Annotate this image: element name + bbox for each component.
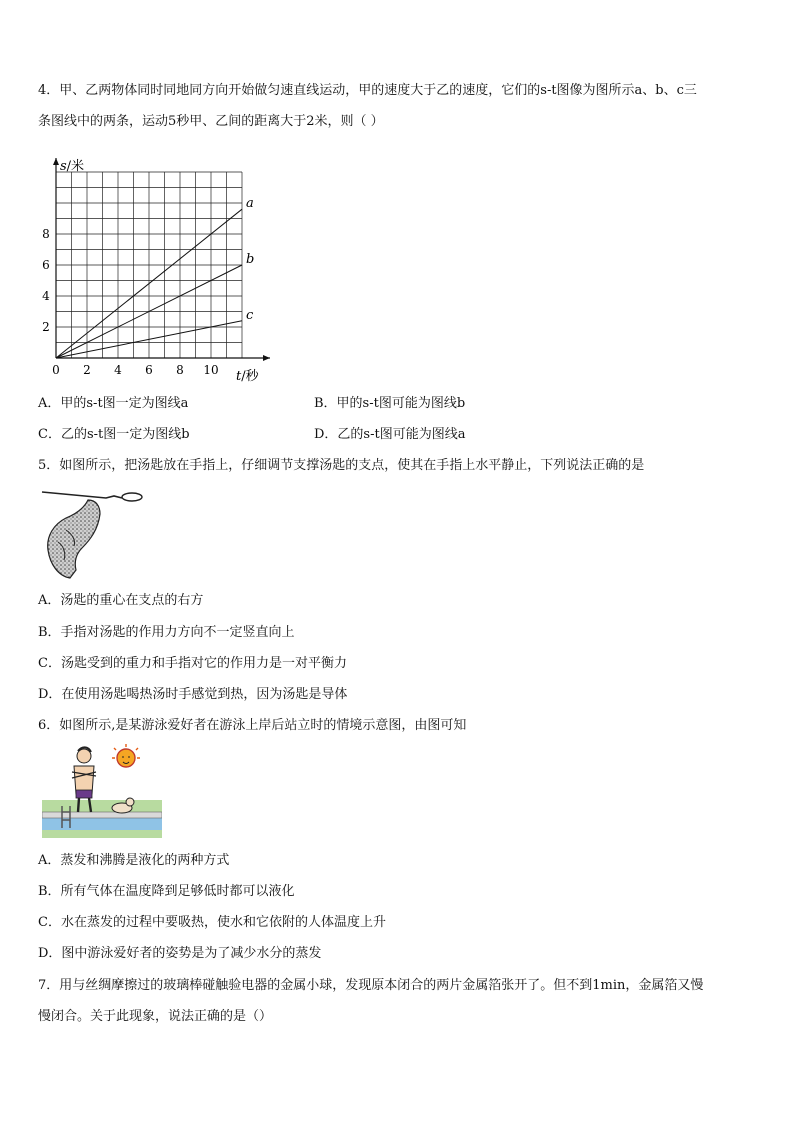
x-axis-label: t/秒 xyxy=(236,369,259,382)
q6-option-a[interactable]: A．蒸发和沸腾是液化的两种方式 xyxy=(38,853,230,868)
q4-option-c[interactable]: C．乙的s-t图一定为图线b xyxy=(38,427,190,442)
y-tick-label: 4 xyxy=(42,289,50,303)
st-chart xyxy=(36,142,276,382)
q5-stem: 5．如图所示，把汤匙放在手指上，仔细调节支撑汤匙的支点，使其在手指上水平静止，下列说法正确的是 xyxy=(38,458,645,473)
x-tick-label: 0 xyxy=(52,363,60,377)
spoon-bowl xyxy=(122,493,142,501)
q5-option-a[interactable]: A．汤匙的重心在支点的右方 xyxy=(38,593,204,608)
series-label-b: b xyxy=(246,252,255,267)
q4-option-a[interactable]: A．甲的s-t图一定为图线a xyxy=(38,396,189,411)
q6-option-d[interactable]: D．图中游泳爱好者的姿势是为了减少水分的蒸发 xyxy=(38,946,322,961)
q4-option-b[interactable]: B．甲的s-t图可能为图线b xyxy=(314,396,466,411)
swimsuit xyxy=(76,790,92,798)
q5-option-b[interactable]: B．手指对汤匙的作用力方向不一定竖直向上 xyxy=(38,625,295,640)
y-axis-arrow xyxy=(53,158,59,165)
y-axis-label: s/米 xyxy=(60,159,85,174)
spoon-on-finger-figure xyxy=(36,484,146,584)
spoon-handle xyxy=(42,492,122,498)
q7-stem-line2: 慢闭合。关于此现象，说法正确的是（） xyxy=(38,1009,273,1024)
q7-stem-line1: 7．用与丝绸摩擦过的玻璃棒碰触验电器的金属小球，发现原本闭合的两片金属箔张开了。但不到1min，金属箔又慢 xyxy=(38,978,704,993)
x-tick-label: 8 xyxy=(176,363,184,377)
y-tick-label: 8 xyxy=(42,227,50,241)
q6-option-b[interactable]: B．所有气体在温度降到足够低时都可以液化 xyxy=(38,884,295,899)
q4-stem-line1: 4．甲、乙两物体同时同地同方向开始做匀速直线运动，甲的速度大于乙的速度，它们的s-t图像为图所示a、b、c三 xyxy=(38,83,697,98)
x-tick-label: 2 xyxy=(83,363,91,377)
chart-axes xyxy=(53,158,270,361)
series-label-a: a xyxy=(246,196,254,212)
x-axis-arrow xyxy=(263,355,270,361)
q6-option-c[interactable]: C．水在蒸发的过程中要吸热，使水和它依附的人体温度上升 xyxy=(38,915,386,930)
q5-option-c[interactable]: C．汤匙受到的重力和手指对它的作用力是一对平衡力 xyxy=(38,656,347,671)
x-tick-label: 10 xyxy=(203,363,219,377)
x-tick-label: 6 xyxy=(145,363,153,377)
q4-option-d[interactable]: D．乙的s-t图可能为图线a xyxy=(314,427,466,442)
q6-stem: 6．如图所示,是某游泳爱好者在游泳上岸后站立时的情境示意图，由图可知 xyxy=(38,718,467,733)
chart-grid xyxy=(56,172,242,358)
sun-icon xyxy=(117,749,135,767)
x-tick-label: 4 xyxy=(114,363,122,377)
pool-edge xyxy=(42,812,162,818)
q4-stem-line2: 条图线中的两条，运动5秒甲、乙间的距离大于2米，则（ ） xyxy=(38,114,384,129)
chart-series xyxy=(56,196,254,358)
swimmer-figure xyxy=(42,742,162,838)
series-label-c: c xyxy=(246,307,254,323)
y-tick-label: 6 xyxy=(42,258,50,272)
y-tick-label: 2 xyxy=(42,320,50,334)
q5-option-d[interactable]: D．在使用汤匙喝热汤时手感觉到热，因为汤匙是导体 xyxy=(38,687,348,702)
